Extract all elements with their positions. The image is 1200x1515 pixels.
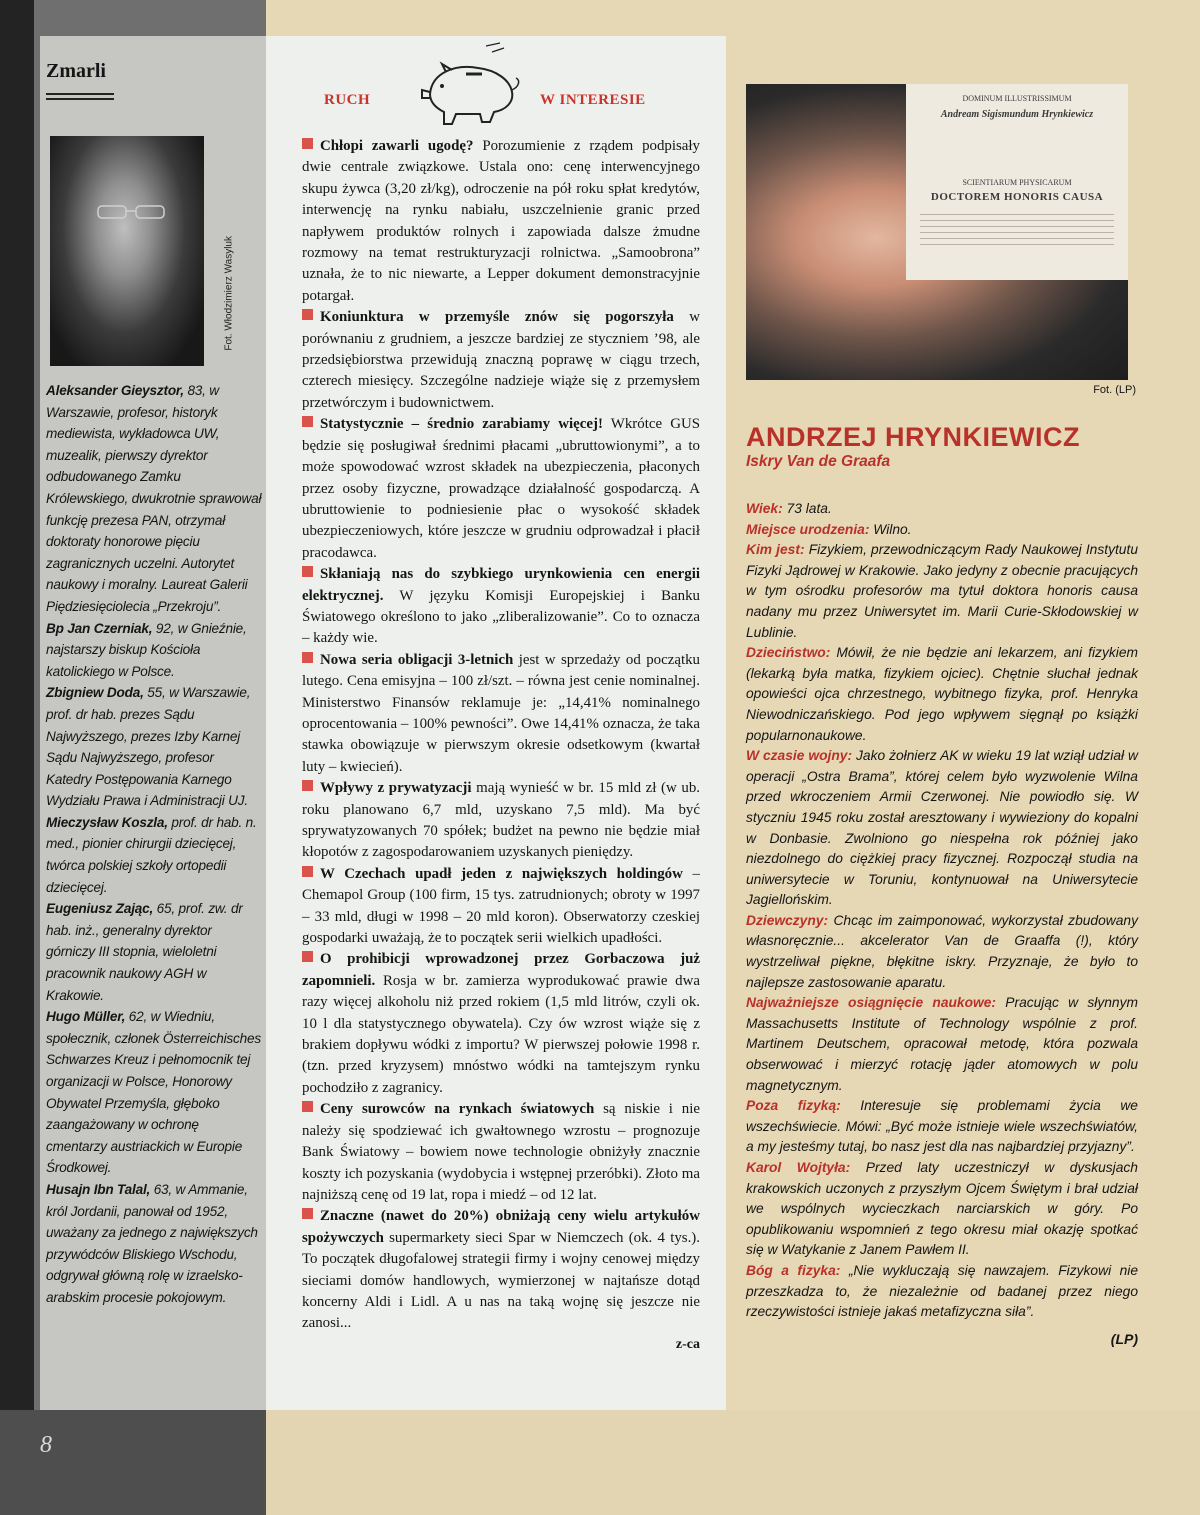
bullet-square-icon — [302, 780, 313, 791]
obituary-text: 62, w Wiedniu, społecznik, członek Österreichisches Schwarzes Kreuz i pełnomocnik tej organizacji w Polsce, Honorowy Obywatel Przemyśla, głęboko zaangażowany w ochronę cmentarzy austriackich w Europie Środkowej. — [46, 1009, 261, 1176]
bullet-square-icon — [302, 1208, 313, 1219]
diploma-line: SCIENTIARUM PHYSICARUM — [962, 178, 1072, 187]
news-headline: Znaczne (nawet do 20%) obniżają ceny wielu artykułów spożywczych — [302, 1208, 700, 1246]
obituary-text: 63, w Ammanie, król Jordanii, panował od 1952, uważany za jednego z największych przywódców Bliskiego Wschodu, odgrywał główną rolę w izraelsko-arabskim procesie pokojowym. — [46, 1181, 258, 1305]
news-item — [302, 864, 700, 950]
diploma-line: DOMINUM ILLUSTRISSIMUM — [962, 94, 1072, 103]
news-item — [302, 414, 700, 564]
glasses-icon — [96, 204, 168, 220]
header-left: RUCH — [324, 92, 371, 108]
profile-fact — [746, 499, 1138, 520]
obituary-name: Mieczysław Koszla, — [46, 814, 168, 830]
section-title: Zmarli — [46, 60, 106, 82]
news-item — [302, 949, 700, 1099]
diploma-title: DOCTOREM HONORIS CAUSA — [930, 191, 1104, 203]
profile-photo — [746, 84, 1128, 380]
obituary-entry — [46, 1006, 262, 1179]
obituary-entry — [46, 682, 262, 812]
author-signature: z-ca — [675, 1336, 700, 1352]
bullet-square-icon — [302, 866, 313, 877]
title-underline — [46, 93, 114, 100]
news-headline: Wpływy z prywatyzacji — [320, 780, 472, 797]
bullet-square-icon — [302, 138, 313, 149]
news-headline: Chłopi zawarli ugodę? — [320, 138, 474, 154]
fact-text: Mówił, że nie będzie ani lekarzem, ani fizykiem (lekarką była matka, fizykiem ojciec). Chętnie słuchał jednak opowieści ojca chrzestnego, wybitnego fizyka, prof. Henryka Niewodniczańskiego. Pod jego wpływem sięgnął po książki popularnonaukowe. — [746, 645, 1138, 743]
fact-text: Pracując w słynnym Massachusetts Institute of Technology wspólnie z prof. Martinem Deutschem, opracował metodę, która pozwala obserwować i mierzyć rotację jąder atomowych w polu magnetycznym. — [746, 995, 1138, 1093]
profile-fact — [746, 1261, 1138, 1323]
profile-subtitle: Iskry Van de Graafa — [746, 453, 891, 470]
fact-text: Przed laty uczestniczył w dyskusjach krakowskich uczonych z przyszłym Ojcem Świętym i brał udział we wspólnych wycieczkach narciarskich w góry. Po opublikowaniu wspomnień z tego okresu miał okazję spotkać się w Watykanie z Janem Pawłem II. — [746, 1160, 1138, 1258]
fact-label: Najważniejsze osiągnięcie naukowe: — [746, 995, 997, 1011]
obituary-text: 65, prof. zw. dr hab. inż., generalny dyrektor górniczy III stopnia, wieloletni pracownik naukowy AGH w Krakowie. — [46, 901, 243, 1003]
fact-text: Interesuje się problemami życia we wszechświecie. Mówi: „Być może istnieje wiele wszechświatów, a my jesteśmy tutaj, bo nasz jest dla nas najbardziej przyjazny”. — [746, 1098, 1138, 1155]
news-item — [302, 778, 700, 864]
news-item — [302, 650, 700, 778]
news-item — [302, 307, 700, 414]
bullet-square-icon — [302, 309, 313, 320]
profile-name: ANDRZEJ HRYNKIEWICZ — [746, 422, 1081, 452]
obituary-text: prof. dr hab. n. med., pionier chirurgii dziecięcej, twórca polskiej szkoły ortopedii dziecięcej. — [46, 814, 257, 895]
diploma — [906, 84, 1128, 280]
news-text: supermarkety sieci Spar w Niemczech (ok. 4 tys.). To początek długofalowej strategii firmy i wojny cenowej między sieciami domów handlowych, wymierzonej w najtańsze dotąd koncerny Aldi i Lidl. A u nas na taką wojnę się jeszcze nie zanosi... — [302, 1229, 700, 1332]
obituary-entry — [46, 618, 262, 683]
fact-text: Wilno. — [873, 521, 912, 537]
bullet-square-icon — [302, 1101, 313, 1112]
fact-text: 73 lata. — [786, 501, 832, 516]
fact-text: Jako żołnierz AK w wieku 19 lat wziął udział w operacji „Ostra Brama”, której celem było wyzwolenie Wilna przed wkroczeniem Armii Czerwonej. Nie powiodło się. W styczniu 1945 roku został aresztowany i wywieziony do kopalni w Donbasie. Zwolniono go niespełna rok później jako niezdolnego do ciężkiej pracy fizycznej. Rozpoczął studia na uniwersytecie w Toruniu, kontynuował na Uniwersytecie Jagiellońskim. — [746, 748, 1138, 908]
news-headline: Ceny surowców na rynkach światowych — [320, 1101, 595, 1118]
fact-label: Miejsce urodzenia: — [746, 521, 870, 537]
news-item — [302, 564, 700, 650]
profile-fact — [746, 540, 1138, 643]
news-list — [302, 136, 700, 1335]
photo-credit: Fot. Włodzimierz Wasyluk — [224, 236, 235, 351]
portrait-photo — [50, 136, 235, 366]
news-text: są niskie i nie należy się spodziewać ich gwałtownego wzrostu – prognozuje Bank Światowy – bowiem nowe technologie obniżyły znacznie koszty ich pozyskania (wydobycia i wstępnej przeróbki). Złoto ma najniższą cenę od 19 lat, ropa i miedź – od 12 lat. — [302, 1101, 700, 1203]
obituary-entry — [46, 380, 262, 618]
fact-text: Chcąc im zaimponować, wykorzystał zbudowany własnoręcznie... akcelerator Van de Graaffa (!), który wystrzeliwał piękne, błękitne iskry. Przyznaje, że było to najlepsze zastosowanie aparatu. — [746, 912, 1138, 990]
news-text: Porozumienie z rządem podpisały dwie centrale związkowe. Ustala ono: cenę interwencyjnego skupu żywca (3,20 zł/kg), odroczenie na pół roku spłat kredytów, interwencję na rynku nabiału, uszczelnienie granic przed napływem produktów rolnych i zapowiada dalsze żmudne rozmowy na temat restrukturyzacji rolnictwa. „Samoobrona” uznała, że to nic niewarte, a Lepper dokument demonstracyjnie potargał. — [302, 138, 700, 304]
header-right: W INTERESIE — [540, 92, 646, 108]
bottom-dark-band — [0, 1410, 266, 1515]
fact-label: Bóg a fizyka: — [746, 1262, 841, 1278]
obituary-name: Aleksander Gieysztor, — [46, 383, 184, 398]
obituaries-column — [40, 36, 266, 1410]
news-headline: Koniunktura w przemyśle znów się pogorszyła — [320, 309, 674, 326]
news-item — [302, 1099, 700, 1206]
author-signature: (LP) — [1110, 1330, 1138, 1347]
obituary-entry — [46, 1179, 262, 1309]
piggy-bank-icon — [416, 42, 524, 130]
fact-text: „Nie wykluczają się nawzajem. Fizykowi nie przeszkadza to, że niezależnie od badanej przez niego rzeczywistości istnieje jakaś metafizyczna siła”. — [746, 1262, 1138, 1320]
fact-label: Poza fizyką: — [746, 1098, 841, 1114]
obituary-entry — [46, 812, 262, 898]
news-headline: O prohibicji wprowadzonej przez Gorbaczowa już zapomnieli. — [302, 951, 700, 989]
news-headline: Statystycznie – średnio zarabiamy więcej! — [320, 416, 603, 433]
profile-fact — [746, 643, 1138, 746]
diploma-name: Andream Sigismundum Hrynkiewicz — [940, 109, 1094, 120]
obituary-name: Zbigniew Doda, — [46, 685, 144, 701]
news-headline: Nowa seria obligacji 3-letnich — [320, 651, 514, 668]
profile-fact — [746, 1096, 1138, 1158]
fact-label: Dzieciństwo: — [746, 645, 831, 661]
obituary-name: Hugo Müller, — [46, 1009, 126, 1025]
profile-fact — [746, 520, 1138, 541]
obituary-name: Bp Jan Czerniak, — [46, 620, 153, 636]
profile-fact — [746, 1158, 1138, 1261]
obituary-text: 92, w Gnieźnie, najstarszy biskup Kościoła katolickiego w Polsce. — [46, 620, 247, 679]
fact-label: Dziewczyny: — [746, 912, 829, 928]
page-number: 8 — [40, 1432, 52, 1458]
obituary-entry — [46, 898, 262, 1006]
profile-column — [736, 70, 1148, 1410]
page-edge-dark — [0, 0, 34, 1515]
bullet-square-icon — [302, 951, 313, 962]
fact-text: Fizykiem, przewodniczącym Rady Naukowej Instytutu Fizyki Jądrowej w Krakowie. Jako jedyny z obecnie pracujących w tym ośrodku profesorów ma tytuł doktora honoris causa nadany mu przez Uniwersytet im. Marii Curie-Skłodowskiej w Lublinie. — [746, 542, 1138, 640]
bullet-square-icon — [302, 566, 313, 577]
news-text: Rosja w br. zamierza wyprodukować prawie dwa razy więcej alkoholu niż przed rokiem (1,5 mld litrów, czyli ok. 10 l dla statystycznego obywatela). Czy ów wzrost wiąże się z brakiem dopływu wódki z importu? W pierwszej połowie 1998 r. (tzn. przed kryzysem) mnóstwo wódki na tamtejszym rynku pochodziło z zagranicy. — [302, 972, 700, 1096]
fact-label: Wiek: — [746, 501, 783, 516]
profile-fact — [746, 911, 1138, 993]
obituary-text: 55, w Warszawie, prof. dr hab. prezes Sądu Najwyższego, prezes Izby Karnej Sądu Najwyższego, profesor Katedry Postępowania Karnego Wydziału Prawa i Administracji UJ. — [46, 685, 251, 809]
news-item — [302, 1206, 700, 1334]
profile-fact — [746, 993, 1138, 1096]
fact-label: Kim jest: — [746, 542, 805, 558]
profile-fact — [746, 746, 1138, 911]
news-text: w porównaniu z grudniem, a jeszcze bardziej ze styczniem ’98, ale przedsiębiorstwa przewidują znaczną poprawę w ciągu trzech, czterech miesięcy. Szczególne nadzieje wiąże się z przemysłem przetwórczym i budownictwem. — [302, 309, 700, 411]
fact-label: W czasie wojny: — [746, 748, 853, 764]
news-text: jest w sprzedaży od początku lutego. Cena emisyjna – 100 zł/szt. – równa jest cenie nominalnej. Ministerstwo Finansów reklamuje je: „14,41% nominalnego oprocentowania – 100% pewności”. Owe 14,41% oznacza, że taka stawka obowiązuje w pierwszym okresie odsetkowym (kwartał luty – kwiecień). — [302, 651, 700, 775]
news-text: Wkrótce GUS będzie się posługiwał średnimi płacami „ubruttowionymi”, a to może spowodować wzrost składek na ubezpieczenia, płaconych przez osoby fizyczne, prowadzące działalność gospodarczą. A ubruttowienie to podniesienie płac o wysokość składek ubezpieczeniowych, które jeszcze w grudniu odprowadzał i płacił pracodawca. — [302, 416, 700, 561]
news-text: W języku Komisji Europejskiej i Banku Światowego określono to jako „zliberalizowanie”. Co to oznacza – każdy wie. — [302, 587, 700, 647]
obituary-text: 83, w Warszawie, profesor, historyk mediewista, wykładowca UW, muzealik, pierwszy dyrektor odbudowanego Zamku Królewskiego, dwukrotnie sprawował funkcję prezesa PAN, otrzymał doktoraty honorowe pięciu zagranicznych uczelni. Autorytet naukowy i moralny. Laureat Galerii Piędziesięciolecia „Przekroju”. — [46, 383, 262, 614]
news-text: – Chemapol Group (100 firm, 15 tys. zatrudnionych; obroty w 1997 – 33 mld, długi w 1998 – 20 mld koron). Obserwatorzy czeskiej gospodarki uważają, że to początek serii wielkich upadłości. — [302, 865, 700, 947]
section-header — [302, 36, 700, 136]
obituary-name: Husajn Ibn Talal, — [46, 1181, 151, 1197]
obituary-list — [46, 380, 262, 1309]
photo-credit: Fot. (LP) — [1093, 384, 1136, 396]
fact-label: Karol Wojtyła: — [746, 1160, 851, 1175]
bullet-square-icon — [302, 652, 313, 663]
business-news-column — [266, 36, 726, 1410]
news-item — [302, 136, 700, 307]
news-headline: Skłaniają nas do szybkiego urynkowienia cen energii elektrycznej. — [302, 566, 700, 604]
profile-facts — [746, 499, 1138, 1323]
obituary-name: Eugeniusz Zając, — [46, 901, 154, 917]
news-text: mają wynieść w br. 15 mld zł (w ub. roku planowano 6,7 mld, uzyskano 7,5 mld). Ma być sprywatyzowanych 70 spółek; budżet na pewno nie będzie miał kłopotów z zagospodarowaniem uzyskanych pieniędzy. — [302, 780, 700, 861]
diploma-text-lines — [920, 209, 1114, 245]
news-headline: W Czechach upadł jeden z największych holdingów — [320, 865, 683, 882]
bullet-square-icon — [302, 416, 313, 427]
